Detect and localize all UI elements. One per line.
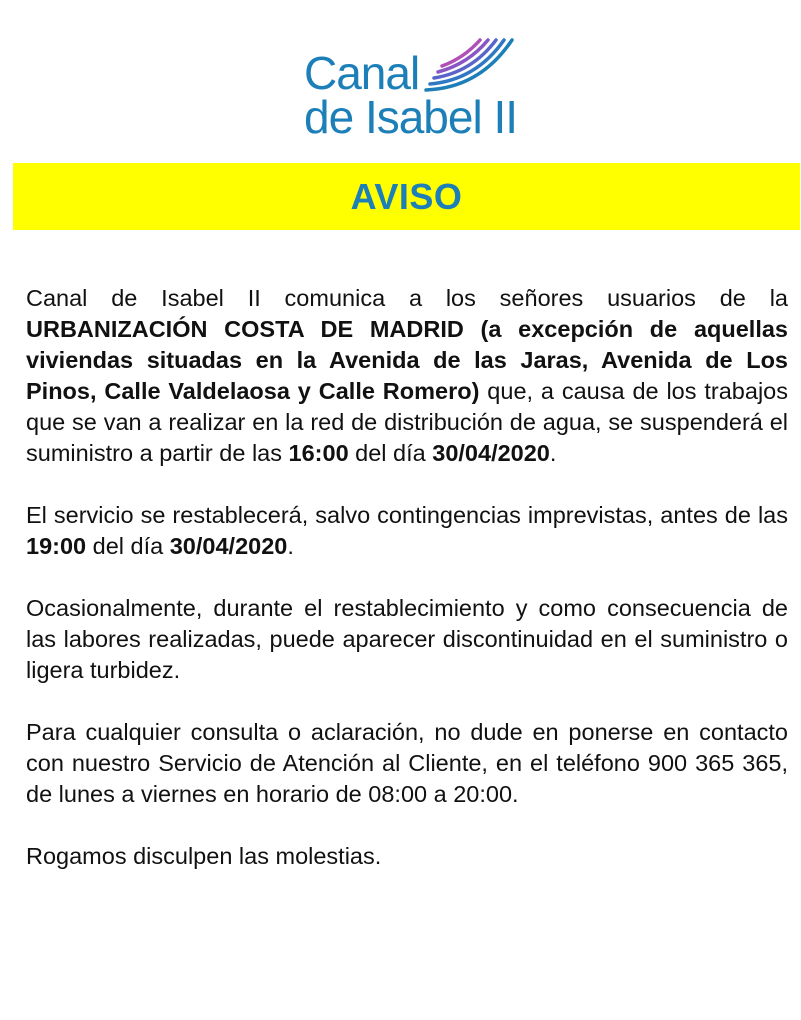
logo-text-canal: Canal [304,47,420,99]
paragraph-announcement [26,283,788,469]
announcement-end: . [549,440,557,466]
paragraph-restoration [26,500,788,562]
paragraph-contact: Para cualquier consulta o aclaración, no dude en ponerse en contacto con nuestro Servicio de Atención al Cliente, en el teléfono 900 365 365, de lunes a viernes en horario de 08:00 a 20:00. [26,719,788,807]
announcement-middle: que, a causa de los trabajos que se van a realizar en la red de distribución de agua, se suspenderá el suministro a partir de las [26,378,788,466]
suspension-time: 16:00 [288,440,349,466]
notice-banner [13,163,800,230]
waves-logo-icon [420,34,520,96]
restoration-mid: del día [86,533,170,559]
canal-isabel-logo [300,34,540,144]
restoration-intro: El servicio se restablecerá, salvo contingencias imprevistas, antes de las [26,502,788,528]
restoration-end: . [287,533,294,559]
paragraph-apology: Rogamos disculpen las molestias. [26,843,382,869]
paragraph-turbidity: Ocasionalmente, durante el restablecimiento y como consecuencia de las labores realizadas, puede aparecer discontinuidad en el suministro o ligera turbidez. [26,595,788,683]
restoration-time: 19:00 [26,533,87,559]
restoration-date: 30/04/2020 [169,533,288,559]
logo-text-isabel: de Isabel II [304,91,518,143]
banner-title: AVISO [350,175,463,217]
affected-area: URBANIZACIÓN COSTA DE MADRID (a excepción de aquellas viviendas situadas en la Avenida de las Jaras, Avenida de Los Pinos, Calle Valdelaosa y Calle Romero) [26,316,788,404]
suspension-date: 30/04/2020 [432,440,550,466]
announcement-mid2: del día [348,440,433,466]
announcement-intro: Canal de Isabel II comunica a los señores usuarios de la [26,285,788,311]
notice-body [26,283,788,903]
